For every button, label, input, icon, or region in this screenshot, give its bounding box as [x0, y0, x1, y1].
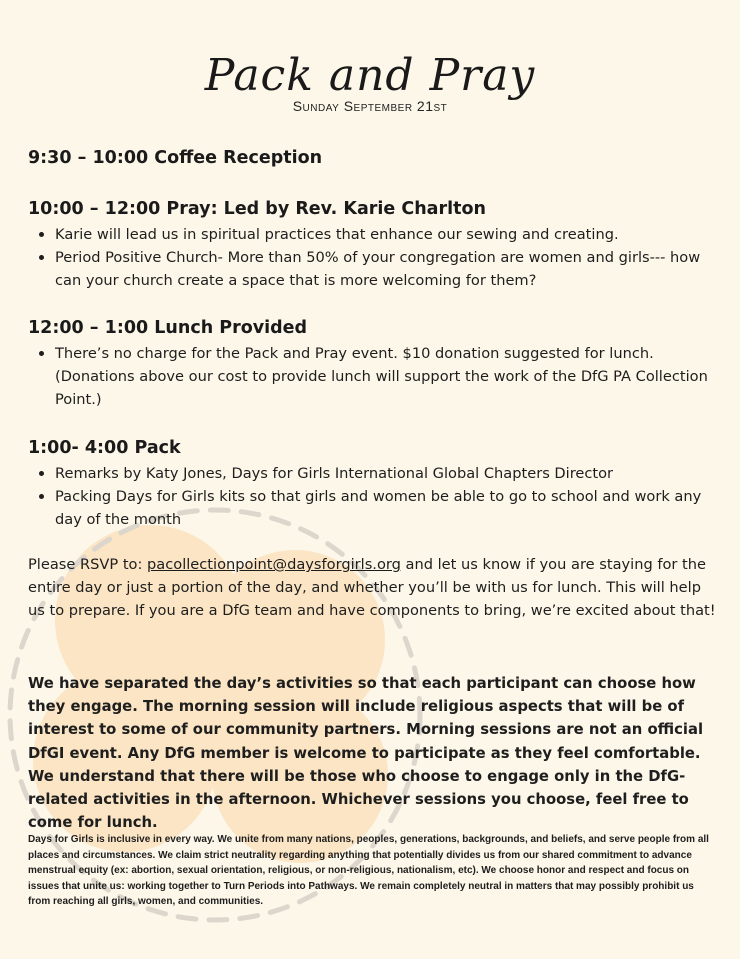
- rsvp-paragraph: [28, 553, 718, 622]
- list-item: Period Positive Church- More than 50% of your congregation are women and girls--- how can your church create a space that is more welcoming for them?: [55, 246, 718, 292]
- bullet-list: [28, 462, 718, 531]
- list-item: Remarks by Katy Jones, Days for Girls International Global Chapters Director: [55, 462, 718, 485]
- rsvp-prefix: Please RSVP to:: [28, 556, 148, 573]
- list-item: Karie will lead us in spiritual practices that enhance our sewing and creating.: [55, 223, 718, 246]
- separation-note: We have separated the day’s activities so that each participant can choose how they engage. The morning session will include religious aspects that will be of interest to some of our community partners. Morning sessions are not an official DfGI event. Any DfG member is welcome to participate as they feel comfortable. We understand that there will be those who choose to engage only in the DfG-related activities in the afternoon. Whichever sessions you choose, feel free to come for lunch.: [28, 675, 704, 832]
- event-date: Sunday September 21st: [292, 98, 448, 114]
- schedule-pack: [28, 437, 718, 531]
- schedule-heading: 9:30 – 10:00 Coffee Reception: [28, 148, 323, 168]
- inclusion-statement: Days for Girls is inclusive in every way. We unite from many nations, peoples, generations, backgrounds, and beliefs, and serve people from all places and circumstances. We claim strict neutrality regarding anything that potentially divides us from our shared commitment to advance menstrual equity (ex: abortion, sexual orientation, religious, or non-religious, nationalism, etc). We choose honor and respect and focus on issues that unite us: working together to Turn Periods into Pathways. We remain completely neutral in matters that may possibly prohibit us from reaching all girls, women, and communities.: [28, 834, 709, 908]
- page-title: Pack and Pray: [204, 50, 536, 101]
- schedule-pray: [28, 198, 718, 292]
- schedule-heading: 10:00 – 12:00 Pray: Led by Rev. Karie Charlton: [28, 199, 486, 219]
- bullet-list: [28, 223, 718, 292]
- bullet-list: [28, 342, 718, 411]
- list-item: Packing Days for Girls kits so that girls and women be able to go to school and work any day of the month: [55, 485, 718, 531]
- schedule-heading: 12:00 – 1:00 Lunch Provided: [28, 318, 308, 338]
- rsvp-email-link[interactable]: pacollectionpoint@daysforgirls.org: [147, 556, 401, 573]
- list-item: There’s no charge for the Pack and Pray event. $10 donation suggested for lunch. (Donations above our cost to provide lunch will support the work of the DfG PA Collection Point.): [55, 342, 718, 411]
- schedule-coffee: [28, 147, 718, 169]
- schedule-lunch: [28, 317, 718, 411]
- schedule-heading: 1:00- 4:00 Pack: [28, 438, 181, 458]
- rsvp-details: and let us know if you are staying for the entire day or just a portion of the day, and whether you’ll be with us for lunch. This will help us to prepare. If you are a DfG team and have components to bring, we’re excited about that!: [28, 556, 716, 619]
